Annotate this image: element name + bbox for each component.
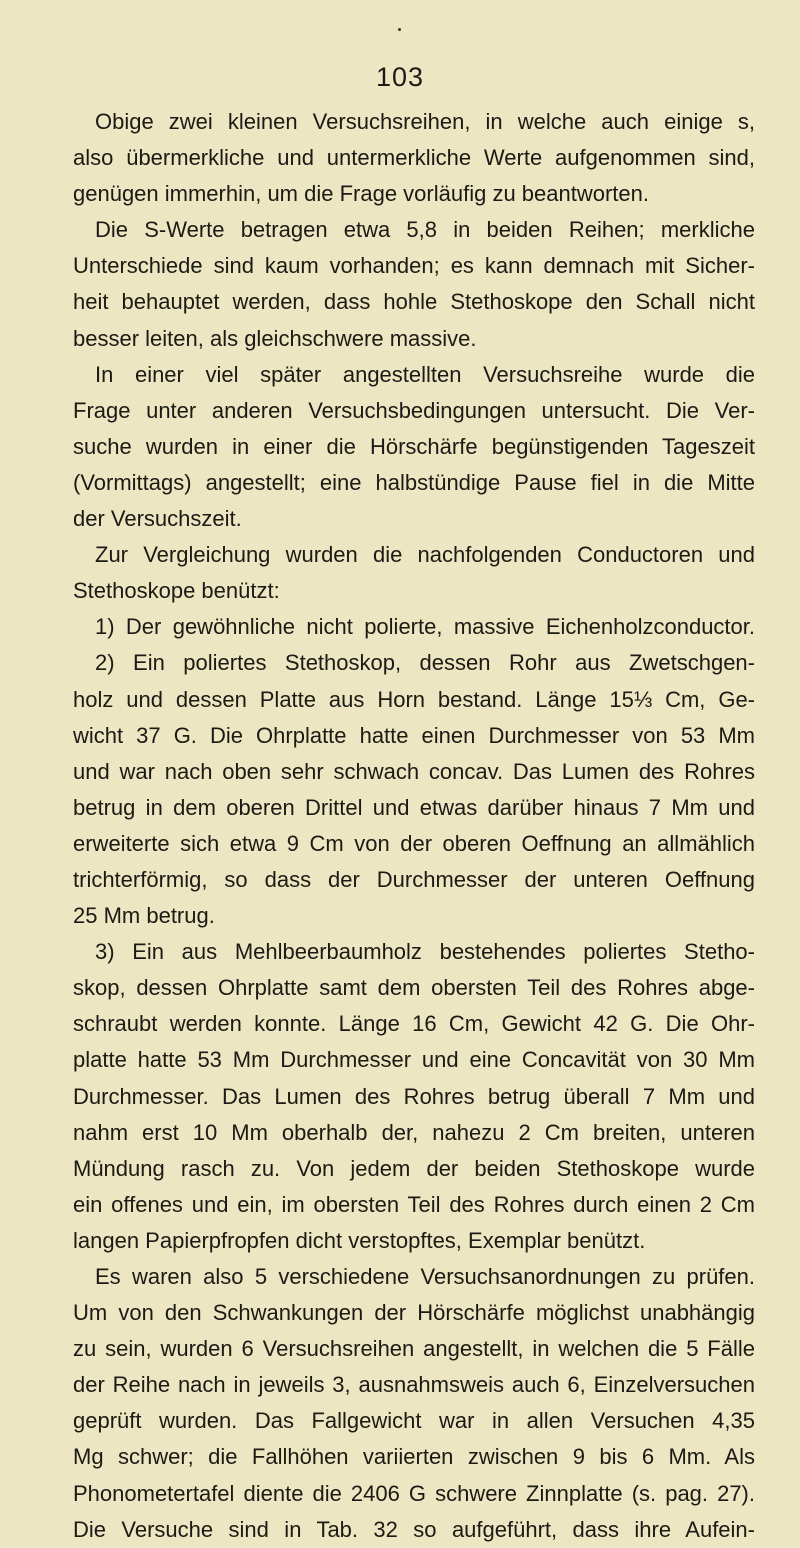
text-line: zu sein, wurden 6 Versuchsreihen angestellt, in welchen die 5 Fälle: [73, 1336, 755, 1362]
text-line: Frage unter anderen Versuchsbedingungen untersucht. Die Ver-: [73, 397, 755, 423]
text-line: Die S-Werte betragen etwa 5,8 in beiden Reihen; merkliche: [95, 217, 755, 243]
text-line: trichterförmig, so dass der Durchmesser der unteren Oeffnung: [73, 866, 755, 892]
text-line: In einer viel später angestellten Versuchsreihe wurde die: [95, 361, 755, 387]
page-number: 103: [375, 62, 425, 92]
text-line: schraubt werden konnte. Länge 16 Cm, Gewicht 42 G. Die Ohr-: [73, 1011, 755, 1037]
text-line: heit behauptet werden, dass hohle Stethoskope den Schall nicht: [73, 289, 755, 315]
text-line: (Vormittags) angestellt; eine halbstündige Pause fiel in die Mitte: [73, 469, 755, 495]
text-line: der Versuchszeit.: [73, 506, 242, 532]
text-line: suche wurden in einer die Hörschärfe begünstigenden Tageszeit: [73, 433, 755, 459]
text-line: Es waren also 5 verschiedene Versuchsanordnungen zu prüfen.: [95, 1264, 755, 1289]
text-line: genügen immerhin, um die Frage vorläufig zu beantworten.: [73, 181, 649, 207]
text-line: also übermerkliche und untermerkliche Werte aufgenommen sind,: [73, 145, 755, 171]
text-line: holz und dessen Platte aus Horn bestand. Länge 15⅓ Cm, Ge-: [73, 686, 755, 712]
text-line: 1) Der gewöhnliche nicht polierte, massive Eichenholzconductor.: [95, 614, 755, 640]
text-line: betrug in dem oberen Drittel und etwas darüber hinaus 7 Mm und: [73, 794, 755, 820]
text-line: nahm erst 10 Mm oberhalb der, nahezu 2 Cm breiten, unteren: [73, 1119, 755, 1145]
text-line: 25 Mm betrug.: [73, 903, 215, 929]
text-line: platte hatte 53 Mm Durchmesser und eine Concavität von 30 Mm: [73, 1047, 755, 1073]
text-line: besser leiten, als gleichschwere massive.: [73, 325, 477, 351]
text-line: langen Papierpfropfen dicht verstopftes, Exemplar benützt.: [73, 1227, 646, 1253]
text-line: 2) Ein poliertes Stethoskop, dessen Rohr aus Zwetschgen-: [95, 650, 755, 676]
text-line: Durchmesser. Das Lumen des Rohres betrug überall 7 Mm und: [73, 1083, 755, 1109]
text-line: Die Versuche sind in Tab. 32 so aufgeführt, dass ihre Aufein-: [73, 1516, 755, 1542]
text-line: Mg schwer; die Fallhöhen variierten zwischen 9 bis 6 Mm. Als: [73, 1444, 755, 1470]
text-line: Phonometertafel diente die 2406 G schwere Zinnplatte (s. pag. 27).: [73, 1480, 755, 1506]
text-line: Um von den Schwankungen der Hörschärfe möglichst unabhängig: [73, 1300, 755, 1326]
text-line: wicht 37 G. Die Ohrplatte hatte einen Durchmesser von 53 Mm: [73, 722, 755, 748]
text-line: geprüft wurden. Das Fallgewicht war in allen Versuchen 4,35: [73, 1408, 755, 1434]
text-line: 3) Ein aus Mehlbeerbaumholz bestehendes poliertes Stetho-: [95, 939, 755, 965]
text-line: Zur Vergleichung wurden die nachfolgenden Conductoren und: [95, 542, 755, 568]
text-line: Mündung rasch zu. Von jedem der beiden Stethoskope wurde: [73, 1155, 755, 1181]
text-line: der Reihe nach in jeweils 3, ausnahmsweis auch 6, Einzelversuchen: [73, 1372, 755, 1398]
scan-speck: [398, 28, 401, 31]
text-line: Stethoskope benützt:: [73, 578, 280, 604]
text-line: erweiterte sich etwa 9 Cm von der oberen Oeffnung an allmählich: [73, 830, 755, 856]
body-text: [73, 104, 755, 1548]
text-line: Unterschiede sind kaum vorhanden; es kann demnach mit Sicher-: [73, 253, 755, 279]
text-line: und war nach oben sehr schwach concav. Das Lumen des Rohres: [73, 758, 755, 784]
text-line: Obige zwei kleinen Versuchsreihen, in welche auch einige s,: [95, 109, 755, 134]
text-line: skop, dessen Ohrplatte samt dem obersten Teil des Rohres abge-: [73, 975, 755, 1001]
text-line: ein offenes und ein, im obersten Teil des Rohres durch einen 2 Cm: [73, 1191, 755, 1217]
